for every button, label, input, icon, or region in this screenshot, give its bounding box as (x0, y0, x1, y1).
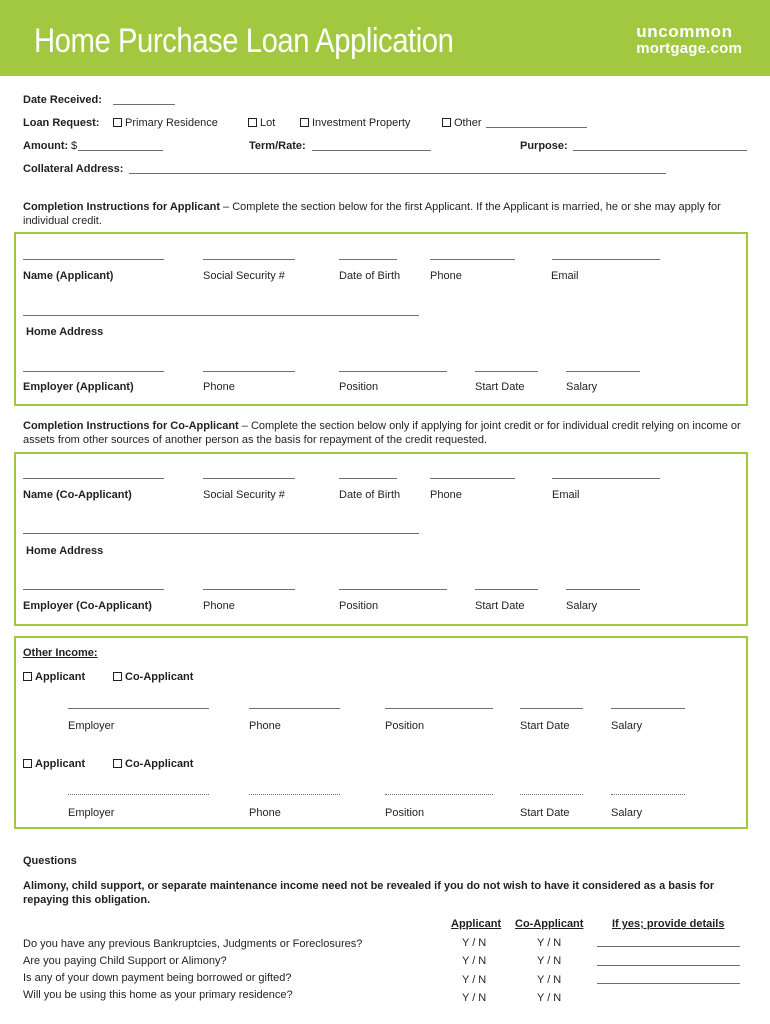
other-option[interactable] (442, 117, 482, 130)
coapplicant-email-field[interactable] (552, 478, 660, 479)
coapplicant-salary-label: Salary (566, 600, 598, 612)
applicant-home-address-label: Home Address (26, 326, 104, 338)
coapplicant-dob-field[interactable] (339, 478, 397, 479)
primary-residence-label: Primary Residence (125, 117, 218, 129)
coapplicant-option-label: Co-Applicant (125, 758, 194, 770)
investment-property-label: Investment Property (312, 117, 411, 129)
question-child-support: Are you paying Child Support or Alimony? (23, 955, 227, 967)
applicant-name-label: Name (Applicant) (23, 270, 114, 282)
other-income-position-field-1[interactable] (385, 708, 493, 709)
coapplicant-name-label: Name (Co-Applicant) (23, 489, 132, 501)
applicant-home-address-field[interactable] (23, 315, 419, 316)
logo-line2: mortgage.com (636, 40, 742, 57)
checkbox[interactable] (23, 672, 32, 681)
company-logo (636, 22, 742, 57)
applicant-instructions (23, 200, 743, 228)
applicant-email-label: Email (551, 270, 579, 282)
yn-coapplicant-4[interactable]: Y / N (537, 992, 562, 1004)
checkbox[interactable] (113, 672, 122, 681)
other-label: Other (454, 117, 482, 129)
other-income-applicant-option-2[interactable] (23, 758, 85, 771)
applicant-phone-label: Phone (430, 270, 462, 282)
applicant-salary-label: Salary (566, 381, 598, 393)
applicant-option-label: Applicant (35, 758, 86, 770)
other-income-position-field-2[interactable] (385, 794, 493, 795)
yn-coapplicant-2[interactable]: Y / N (537, 955, 562, 967)
other-income-start-date-label-1: Start Date (520, 720, 570, 732)
coapplicant-instructions (23, 419, 743, 447)
applicant-position-label: Position (339, 381, 379, 393)
checkbox[interactable] (442, 118, 451, 127)
other-income-salary-label-1: Salary (611, 720, 643, 732)
yn-coapplicant-3[interactable]: Y / N (537, 974, 562, 986)
checkbox[interactable] (23, 759, 32, 768)
coapplicant-emp-phone-field[interactable] (203, 589, 295, 590)
details-field-2[interactable] (597, 965, 740, 966)
applicant-start-date-label: Start Date (475, 381, 525, 393)
applicant-name-field[interactable] (23, 259, 164, 260)
applicant-ssn-field[interactable] (203, 259, 295, 260)
yn-applicant-1[interactable]: Y / N (462, 937, 487, 949)
lot-label: Lot (260, 117, 276, 129)
applicant-dob-field[interactable] (339, 259, 397, 260)
loan-request-label: Loan Request: (23, 117, 100, 129)
coapplicant-phone-label: Phone (430, 489, 462, 501)
applicant-instructions-text: – Complete the section below for the first Applicant. If the Applicant is married, he or she may apply for individual credit. (23, 201, 721, 227)
col-coapplicant-header: Co-Applicant (515, 918, 584, 930)
primary-residence-option[interactable] (113, 117, 218, 130)
alimony-disclaimer: Alimony, child support, or separate maintenance income need not be revealed if you do not wish to have it considered as a basis for repaying this obligation. (23, 880, 715, 906)
question-bankruptcy: Do you have any previous Bankruptcies, Judgments or Foreclosures? (23, 938, 363, 950)
term-rate-label: Term/Rate: (249, 140, 306, 152)
term-rate-field[interactable] (312, 150, 431, 151)
applicant-start-date-field[interactable] (475, 371, 538, 372)
other-field[interactable] (486, 127, 587, 128)
applicant-employer-label: Employer (Applicant) (23, 381, 134, 393)
checkbox[interactable] (113, 118, 122, 127)
applicant-employer-field[interactable] (23, 371, 164, 372)
questions-title: Questions (23, 855, 77, 867)
coapplicant-dob-label: Date of Birth (339, 489, 401, 501)
other-income-employer-label-2: Employer (68, 807, 115, 819)
other-income-phone-label-2: Phone (249, 807, 281, 819)
coapplicant-name-field[interactable] (23, 478, 164, 479)
yn-applicant-4[interactable]: Y / N (462, 992, 487, 1004)
coapplicant-option-label: Co-Applicant (125, 671, 194, 683)
coapplicant-phone-field[interactable] (430, 478, 515, 479)
coapplicant-home-address-label: Home Address (26, 545, 104, 557)
applicant-ssn-label: Social Security # (203, 270, 285, 282)
coapplicant-salary-field[interactable] (566, 589, 640, 590)
details-field-1[interactable] (597, 946, 740, 947)
yn-coapplicant-1[interactable]: Y / N (537, 937, 562, 949)
purpose-field[interactable] (573, 150, 747, 151)
yn-applicant-3[interactable]: Y / N (462, 974, 487, 986)
details-field-3[interactable] (597, 983, 740, 984)
other-income-coapplicant-option-1[interactable] (113, 671, 193, 684)
coapplicant-ssn-field[interactable] (203, 478, 295, 479)
other-income-employer-field-2[interactable] (68, 794, 209, 795)
amount-label: Amount: (23, 140, 69, 152)
applicant-phone-field[interactable] (430, 259, 515, 260)
logo-line1: uncommon (636, 22, 733, 41)
page-title: Home Purchase Loan Application (34, 22, 454, 60)
other-income-phone-field-1[interactable] (249, 708, 340, 709)
header-banner (0, 0, 770, 76)
coapplicant-employer-field[interactable] (23, 589, 164, 590)
col-details-header: If yes; provide details (612, 918, 725, 930)
checkbox[interactable] (113, 759, 122, 768)
other-income-start-date-label-2: Start Date (520, 807, 570, 819)
collateral-address-label: Collateral Address: (23, 163, 124, 175)
coapplicant-position-label: Position (339, 600, 379, 612)
date-received-field[interactable] (113, 104, 175, 105)
coapplicant-email-label: Email (552, 489, 580, 501)
applicant-email-field[interactable] (552, 259, 660, 260)
other-income-start-date-field-2[interactable] (520, 794, 583, 795)
collateral-address-field[interactable] (129, 173, 666, 174)
coapplicant-start-date-label: Start Date (475, 600, 525, 612)
lot-option[interactable] (248, 117, 275, 130)
other-income-start-date-field-1[interactable] (520, 708, 583, 709)
other-income-position-label-2: Position (385, 807, 425, 819)
applicant-option-label: Applicant (35, 671, 86, 683)
amount-field[interactable] (78, 150, 163, 151)
date-received-label: Date Received: (23, 94, 102, 106)
question-down-payment: Is any of your down payment being borrowed or gifted? (23, 972, 292, 984)
coapplicant-instructions-text: – Complete the section below only if applying for joint credit or for individual credit relying on income or assets from other sources of another person as the basis for repayment of the credit requested. (23, 420, 741, 446)
coapplicant-instructions-heading: Completion Instructions for Co-Applicant (23, 420, 239, 432)
investment-property-option[interactable] (300, 117, 410, 130)
applicant-instructions-heading: Completion Instructions for Applicant (23, 201, 220, 213)
other-income-employer-field-1[interactable] (68, 708, 209, 709)
applicant-emp-phone-field[interactable] (203, 371, 295, 372)
coapplicant-ssn-label: Social Security # (203, 489, 285, 501)
applicant-position-field[interactable] (339, 371, 447, 372)
other-income-salary-label-2: Salary (611, 807, 643, 819)
question-primary-residence: Will you be using this home as your primary residence? (23, 989, 293, 1001)
coapplicant-employer-label: Employer (Co-Applicant) (23, 600, 152, 612)
applicant-emp-phone-label: Phone (203, 381, 235, 393)
col-applicant-header: Applicant (451, 918, 502, 930)
yn-applicant-2[interactable]: Y / N (462, 955, 487, 967)
applicant-salary-field[interactable] (566, 371, 640, 372)
other-income-position-label-1: Position (385, 720, 425, 732)
other-income-phone-field-2[interactable] (249, 794, 340, 795)
coapplicant-position-field[interactable] (339, 589, 447, 590)
other-income-applicant-option-1[interactable] (23, 671, 85, 684)
other-income-salary-field-1[interactable] (611, 708, 685, 709)
checkbox[interactable] (300, 118, 309, 127)
applicant-dob-label: Date of Birth (339, 270, 401, 282)
coapplicant-emp-phone-label: Phone (203, 600, 235, 612)
other-income-coapplicant-option-2[interactable] (113, 758, 193, 771)
other-income-phone-label-1: Phone (249, 720, 281, 732)
other-income-employer-label-1: Employer (68, 720, 115, 732)
other-income-salary-field-2[interactable] (611, 794, 685, 795)
dollar-sign: $ (71, 140, 78, 152)
other-income-title: Other Income: (23, 647, 98, 659)
checkbox[interactable] (248, 118, 257, 127)
coapplicant-home-address-field[interactable] (23, 533, 419, 534)
coapplicant-start-date-field[interactable] (475, 589, 538, 590)
purpose-label: Purpose: (520, 140, 568, 152)
